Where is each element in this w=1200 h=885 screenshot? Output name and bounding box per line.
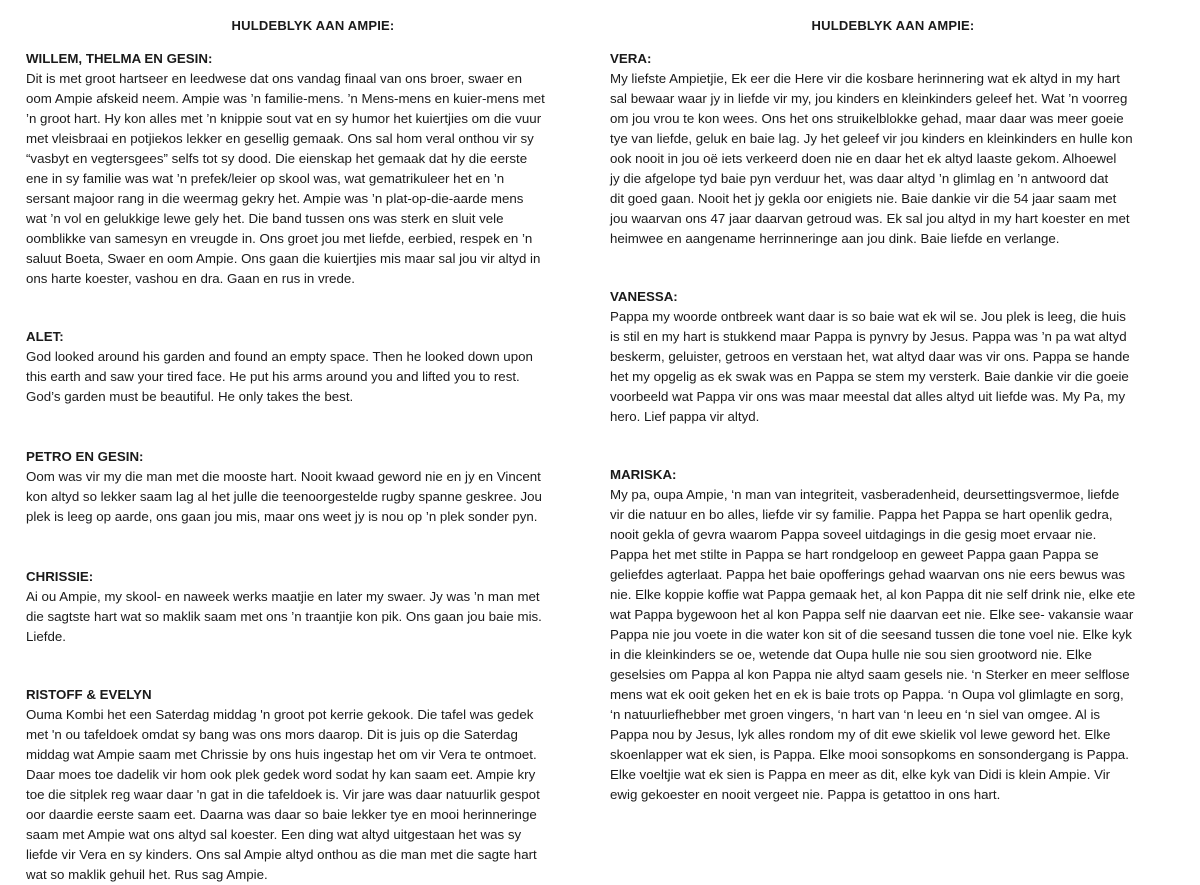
tribute-author: CHRISSIE: [26,569,94,584]
tribute-alet [26,327,600,407]
right-page-title: HULDEBLYK AAN AMPIE: [811,18,975,33]
tribute-text: Ouma Kombi het een Saterdag middag 'n groot pot kerrie gekook. Die tafel was gedek met 'n ou tafeldoek omdat sy bang was ons mors daarop. Dit is juis op die Saterdag middag wat Ampie saam met Chrissie by ons huis ingestap het om vir Vera te ontmoet. Daar moes toe dadelik vir hom ook plek gedek word sodat hy kan saam eet. Ampie kry toe die sitplek reg waar daar 'n gat in die tafeldoek is. Vir jare was daar natuurlik gespot oor daardie eerste saam eet. Daarna was daar so baie lekker tye en mooi herinneringe saam met Ampie wat ons altyd sal koester. Een ding wat altyd uitgestaan het was sy liefde vir Vera en sy kinders. Ons sal Ampie altyd onthou as die man met die sagte hart wat so maklik gehuil het. Rus sag Ampie. [26,707,540,882]
tribute-vera [610,49,1176,249]
tribute-text: My liefste Ampietjie, Ek eer die Here vir die kosbare herinnering wat ek altyd in my hart sal bewaar waar jy in liefde vir my, jou kinders en kleinkinders geleef het. Wat ’n voorreg om jou vrou te kon wees. Ons het ons struikelblokke gehad, maar daar was meer goeie tye van liefde, geluk en baie lag. Jy het geleef vir jou kinders en kleinkinders en hulle kon ook nooit in jou oë iets verkeerd doen nie en daar het ek altyd laaste gekom. Alhoewel jy die afgelope tyd baie pyn verduur het, was daar altyd ’n glimlag en ’n antwoord dat dit goed gaan. Nooit het jy gekla oor enigiets nie. Baie dankie vir die 54 jaar saam met jou waarvan ons 47 jaar daarvan getroud was. Ek sal jou altyd in my hart koester en met heimwee en aangename herrinneringe aan jou dink. Baie liefde en verlange. [610,71,1133,246]
tribute-text: Ai ou Ampie, my skool- en naweek werks maatjie en later my swaer. Jy was ’n man met die sagtste hart wat so maklik saam met ons ’n traantjie kon pik. Ons gaan jou baie mis. Liefde. [26,589,542,644]
tribute-author: VANESSA: [610,289,678,304]
tribute-mariska [610,465,1176,805]
left-column [26,14,600,885]
tribute-author: ALET: [26,329,64,344]
tribute-author: PETRO EN GESIN: [26,449,144,464]
tribute-text: Oom was vir my die man met die mooste hart. Nooit kwaad geword nie en jy en Vincent kon altyd so lekker saam lag al het julle die teenoorgestelde rugby spanne geskree. Jou plek is leeg op aarde, ons gaan jou mis, maar ons weet jy is nou op ’n plek sonder pyn. [26,469,542,524]
tribute-willem-thelma [26,49,600,289]
tribute-author: MARISKA: [610,467,677,482]
tribute-author: RISTOFF & EVELYN [26,687,152,702]
tribute-vanessa [610,287,1176,427]
left-page-title: HULDEBLYK AAN AMPIE: [231,18,395,33]
tribute-text: Pappa my woorde ontbreek want daar is so baie wat ek wil se. Jou plek is leeg, die huis is stil en my hart is stukkend maar Pappa is pynvry by Jesus. Pappa was ’n pa wat altyd beskerm, geluister, getroos en verstaan het, wat altyd daar was vir ons. Pappa se hande het my opgelig as ek swak was en Pappa se stem my versterk. Baie dankie vir die goeie voorbeeld wat Pappa vir ons was maar meestal dat alles altyd uit liefde was. My Pa, my hero. Lief pappa vir altyd. [610,309,1130,424]
tribute-text: My pa, oupa Ampie, ‘n man van integriteit, vasberadenheid, deursettingsvermoe, liefde vir die natuur en bo alles, liefde vir sy familie. Pappa het Pappa se hart openlik gedra, nooit gekla of gevra waarom Pappa soveel uitdagings in die gesig moet ervaar nie. Pappa het met stilte in Pappa se hart rondgeloop en geweet Pappa gaan Pappa se geliefdes agterlaat. Pappa het baie opofferings gehad waarvan ons nie eers bewus was nie. Elke koppie koffie wat Pappa gemaak het, al kon Pappa dit nie self drink nie, elke ete wat Pappa bygewoon het al kon Pappa self nie daarvan eet nie. Elke see- vakansie waar Pappa nie jou voete in die water kon sit of die seesand tussen die tone voel nie. Elke kyk in die kleinkinders se oe, wetende dat Oupa hulle nie sou sien grootword nie. Elke geselsies om Pappa al kon Pappa nie altyd saam gesels nie. ‘n Sterker en meer selflose mens wat ek ooit geken het en ek is baie trots op Pappa. ‘n Oupa vol glimlagte en sorg, ‘n natuurliefhebber met groen vingers, ‘n hart van ‘n leeu en ‘n siel van omgee. Al is Pappa nou by Jesus, lyk alles rondom my of dit ewe skielik vol lewe geword het. Elke skoenlapper wat ek sien, is Pappa. Elke mooi sonsopkoms en sonsondergang is Pappa. Elke voeltjie wat ek sien is Pappa en meer as dit, elke kyk van Didi is klein Ampie. Vir ewig gekoester en nooit vergeet nie. Pappa is getattoo in ons hart. [610,487,1136,802]
tribute-ristoff-evelyn [26,685,600,885]
tribute-petro [26,447,600,527]
tribute-text: Dit is met groot hartseer en leedwese dat ons vandag finaal van ons broer, swaer en oom Ampie afskeid neem. Ampie was ’n familie-mens. ’n Mens-mens en kuier-mens met ’n groot hart. Hy kon alles met ’n knippie sout vat en sy humor het kuiertjies om die vuur met vleisbraai en potjiekos lekker en gesellig gemaak. Ons sal hom veral onthou vir sy “vasbyt en vegtersgees” selfs tot sy dood. Die eienskap het gemaak dat hy die eerste ene in sy familie was wat ’n prefek/leier op skool was, wat gematrikuleer het en ’n sersant majoor rang in die weermag gekry het. Ampie was ’n plat-op-die-aarde mens wat ’n vol en gelukkige lewe gely het. Die band tussen ons was sterk en sluit vele oomblikke van samesyn en vreugde in. Ons groet jou met liefde, eerbied, respek en ’n saluut Boeta, Swaer en oom Ampie. Ons gaan die kuiertjies mis maar sal jou vir altyd in ons harte koester, vashou en dra. Gaan en rus in vrede. [26,71,545,286]
tribute-author: VERA: [610,51,652,66]
tribute-text: God looked around his garden and found an empty space. Then he looked down upon this earth and saw your tired face. He put his arms around you and lifted you to rest. God’s garden must be beautiful. He only takes the best. [26,349,533,404]
right-column [610,14,1176,805]
tribute-chrissie [26,567,600,647]
tribute-author: WILLEM, THELMA EN GESIN: [26,51,213,66]
